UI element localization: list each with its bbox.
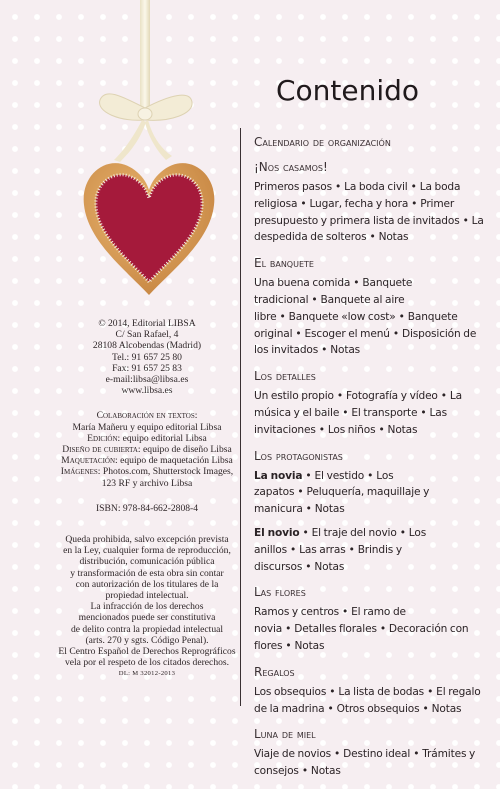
toc-section [254, 255, 490, 359]
bullet-separator: • [327, 702, 334, 715]
section-entries [254, 604, 490, 654]
credit-label: Maquetación: [61, 455, 118, 467]
entry-lead: El novio [254, 526, 300, 539]
bullet-separator: • [398, 310, 405, 323]
toc-entry: Primeros pasos [254, 181, 332, 193]
bullet-separator: • [318, 423, 325, 436]
toc-entry: La lista de bodas [338, 685, 425, 698]
credit-label: Diseño de cubierta: [62, 444, 141, 456]
section-entries [254, 525, 490, 575]
credit-label: Imágenes: [60, 466, 101, 478]
bullet-separator: • [305, 560, 312, 573]
publisher-line: e-mail:libsa@libsa.es [105, 374, 189, 386]
bullet-separator: • [321, 344, 328, 357]
section-entries [254, 388, 490, 438]
toc-entry: Banquete tradicional [254, 277, 413, 306]
toc-entry: Los anillos [254, 526, 427, 556]
toc-entry: El transporte [351, 406, 418, 419]
bullet-separator: • [311, 293, 318, 306]
toc-entry: Fotografía y vídeo [345, 390, 438, 403]
bullet-separator: • [302, 526, 309, 539]
legal-line: propiedad intelectual. [105, 590, 189, 602]
toc-section [254, 368, 490, 438]
credit-line [54, 478, 240, 489]
page-title: Contenido [276, 74, 420, 107]
toc-entry: Notas [387, 423, 418, 436]
toc-entry: La boda religiosa [254, 181, 461, 210]
toc-entry: La boda civil [344, 181, 408, 193]
bullet-separator: • [342, 406, 349, 419]
legal-line: La infracción de los derechos [90, 601, 204, 613]
toc-entry: El ramo de novia [254, 606, 406, 636]
bullet-separator: • [369, 231, 376, 244]
credit-line [54, 444, 240, 455]
section-heading: El banquete [254, 256, 314, 271]
section-entries [254, 746, 490, 780]
toc-entry: Trámites y consejos [254, 748, 476, 778]
bullet-separator: • [413, 748, 420, 761]
bullet-separator: • [440, 390, 447, 403]
toc-entry: El vestido [314, 469, 365, 482]
bullet-separator: • [342, 606, 349, 619]
publisher-line: www.libsa.es [121, 385, 173, 397]
legal-line: con autorización de los titulares de la [75, 578, 219, 590]
credit-line [54, 433, 240, 444]
heart-cookie-ribbon-image [0, 0, 240, 310]
toc-entry: Peluquería, maquillaje y manicura [254, 486, 430, 516]
bullet-separator: • [334, 181, 342, 193]
toc-entry: Primer presupuesto y primera lista de invitados [254, 197, 460, 227]
credits-info [54, 410, 240, 488]
credit-value: equipo de diseño Libsa [143, 444, 232, 456]
credit-value: 123 RF y archivo Libsa [101, 477, 193, 489]
column-divider [240, 128, 241, 706]
credit-label: Colaboración en textos: [96, 410, 198, 422]
publisher-line: © 2014, Editorial LIBSA [98, 318, 196, 329]
bullet-separator: • [410, 181, 417, 193]
bullet-separator: • [305, 469, 312, 482]
legal-line: (arts. 270 y sgts. Código Penal). [85, 634, 209, 646]
toc-section [254, 584, 490, 654]
credit-value: María Mañeru y equipo editorial Libsa [72, 421, 222, 433]
toc-entry: Banquete original [254, 310, 458, 340]
publisher-line: Tel.: 91 657 25 80 [112, 351, 182, 363]
legal-line: en la Ley, cualquier forma de reproducción, [63, 545, 231, 557]
bullet-separator: • [279, 310, 286, 323]
bullet-separator: • [378, 423, 385, 436]
toc-entry: Detalles florales [294, 623, 377, 636]
bullet-separator: • [367, 469, 374, 482]
bullet-separator: • [334, 748, 341, 761]
toc-section [254, 664, 490, 718]
section-entries [254, 275, 490, 359]
toc-entry: Un estilo propio [254, 390, 334, 403]
toc-entry: El regalo de la madrina [254, 685, 481, 715]
toc-entry: Notas [314, 560, 345, 573]
bullet-separator: • [348, 543, 355, 556]
legal-line: vela por el respeto de los citados derechos. [64, 657, 230, 669]
toc-entry: Decoración con flores [254, 623, 469, 652]
section-entries [254, 468, 490, 518]
legal-line: Queda prohibida, salvo excepción prevista [65, 534, 229, 546]
legal-deposit: DL: M 32012-2013 [118, 670, 176, 678]
section-heading: Las flores [254, 585, 306, 600]
bullet-separator: • [290, 543, 297, 556]
toc-entry: Banquete al aire libre [254, 293, 405, 323]
bullet-separator: • [301, 765, 308, 778]
section-entries [254, 179, 490, 246]
credit-line [54, 466, 240, 477]
isbn: ISBN: 978-84-662-2808-4 [95, 502, 199, 514]
toc-section [254, 159, 490, 246]
toc-entry: Notas [314, 503, 345, 516]
section-heading: Calendario de organización [254, 135, 391, 149]
bullet-separator: • [379, 623, 386, 636]
bullet-separator: • [353, 277, 360, 290]
table-of-contents [254, 134, 490, 789]
legal-line: El Centro Español de Derechos Reprográficos [58, 646, 236, 658]
bullet-separator: • [420, 406, 427, 419]
toc-entry: Los niños [327, 423, 376, 436]
credit-label: Edición: [87, 432, 121, 444]
toc-section [254, 134, 490, 150]
section-heading: Regalos [254, 664, 295, 679]
bullet-separator: • [285, 623, 292, 636]
bullet-separator: • [427, 685, 434, 698]
legal-line: y transformación de esta obra sin contar [70, 567, 224, 579]
bullet-separator: • [300, 197, 307, 210]
publisher-info [54, 318, 240, 396]
section-heading: Luna de miel [254, 727, 316, 742]
toc-entry: Los zapatos [254, 469, 394, 499]
section-entries [254, 684, 490, 718]
legal-line: de delito contra la propiedad intelectual [70, 623, 224, 635]
toc-entry: Los obsequios [254, 685, 327, 698]
bullet-separator: • [411, 197, 418, 210]
toc-entry: Las arras [299, 543, 346, 556]
toc-entry: Viaje de novios [254, 748, 332, 761]
credit-line [54, 410, 240, 421]
toc-entry: La música y el baile [254, 390, 462, 419]
imprint-block [54, 318, 240, 680]
publisher-line: C/ San Rafael, 4 [115, 329, 179, 341]
bullet-separator: • [392, 327, 399, 340]
bullet-separator: • [462, 214, 469, 227]
bullet-separator: • [285, 639, 292, 652]
toc-entry: Ramos y centros [254, 606, 340, 619]
toc-entry: Notas [378, 231, 409, 244]
legal-notice [54, 534, 240, 668]
publisher-line: Fax: 91 657 25 83 [112, 362, 182, 374]
toc-entry: Otros obsequios [336, 702, 420, 715]
section-heading: Los protagonistas [254, 448, 343, 463]
legal-line: distribución, comunicación pública [79, 556, 215, 568]
toc-entry: Notas [431, 702, 462, 715]
toc-entry: Destino ideal [343, 748, 411, 761]
toc-entry: Notas [330, 344, 361, 357]
toc-entry: Banquete «low cost» [288, 310, 396, 323]
bullet-separator: • [399, 526, 406, 539]
entry-lead: La novia [254, 469, 303, 482]
toc-entry: Lugar, fecha y hora [309, 197, 409, 210]
toc-entry: La despedida de solteros [254, 214, 484, 244]
toc-section [254, 448, 490, 576]
toc-entry: Notas [310, 765, 341, 778]
credit-value: Photos.com, Shutterstock Images, [102, 466, 234, 478]
bullet-separator: • [297, 486, 304, 499]
credit-line [54, 455, 240, 466]
toc-entry: Notas [294, 639, 325, 652]
toc-entry: Las invitaciones [254, 406, 447, 436]
credit-value: equipo editorial Libsa [122, 432, 207, 444]
bullet-separator: • [329, 685, 336, 698]
bullet-separator: • [336, 390, 343, 403]
toc-section [254, 726, 490, 780]
section-heading: ¡Nos casamos! [254, 160, 328, 174]
toc-entry: Disposición de los invitados [254, 327, 477, 357]
toc-entry: Una buena comida [254, 277, 351, 290]
toc-entry: El traje del novio [311, 526, 397, 539]
toc-entry: Escoger el menú [304, 327, 390, 340]
credit-line [54, 422, 240, 433]
bullet-separator: • [422, 702, 429, 715]
bullet-separator: • [305, 503, 312, 516]
bullet-separator: • [295, 327, 302, 340]
credit-value: equipo de maquetación Libsa [120, 455, 233, 467]
toc-entry: Brindis y discursos [254, 543, 402, 573]
publisher-line: 28108 Alcobendas (Madrid) [92, 340, 202, 352]
legal-line: mencionados puede ser constitutiva [78, 612, 216, 624]
section-heading: Los detalles [254, 369, 316, 384]
